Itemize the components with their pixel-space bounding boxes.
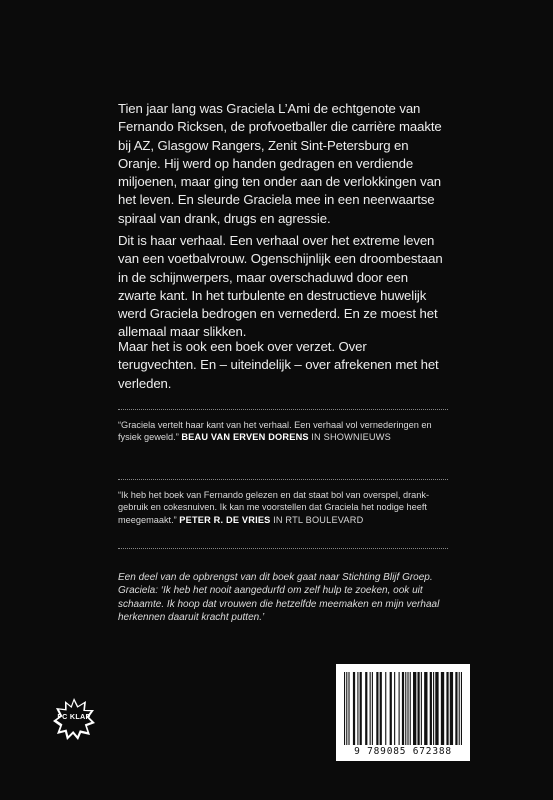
barcode-bar [417, 672, 419, 745]
barcode-bar [365, 672, 367, 745]
barcode-bar [344, 672, 345, 745]
barcode-bar [430, 672, 432, 745]
barcode-bar [421, 672, 422, 745]
barcode-bar [433, 672, 434, 745]
charity-note: Een deel van de opbrengst van dit boek gaat naar Stichting Blijf Groep. Graciela: ‘Ik heb het nooit aangedurfd om zelf hulp te zoeken, ook uit schaamte. Ik hoop dat vrouwen die hetzelfde meemaken en mijn verhaal herkennen daaruit kracht putten.’ [118, 572, 440, 624]
dotted-divider [118, 479, 448, 480]
quote-source: IN RTL BOULEVARD [273, 514, 364, 525]
isbn-number: 9 789085 672388 [354, 746, 452, 757]
barcode-bar [441, 672, 444, 745]
barcode-bar [435, 672, 438, 745]
barcode-bar [424, 672, 427, 745]
barcode-bar [394, 672, 395, 745]
barcode-bar [372, 672, 373, 745]
isbn-barcode [336, 664, 470, 761]
blurb-paragraph-1: Tien jaar lang was Graciela L’Ami de echtgenote van Fernando Ricksen, de profvoetballer die carrière maakte bij AZ, Glasgow Rangers, Zenit Sint-Petersburg en Oranje. Hij werd op handen gedragen en verdiende miljoenen, maar ging ten onder aan de verlokkingen van het leven. En sleurde Graciela mee in een neerwaartse spiraal van drank, drugs en agressie. [118, 101, 442, 226]
barcode-bar [459, 672, 460, 745]
barcode-bar [380, 672, 382, 745]
publisher-name: FC KLAP [57, 712, 91, 721]
quote-author: BEAU VAN ERVEN DORENS [181, 432, 309, 443]
review-quote-1 [118, 419, 453, 444]
review-quote-2 [118, 489, 453, 526]
barcode-bar [346, 672, 347, 745]
barcode-bar [461, 672, 462, 745]
quote-text: “Graciela vertelt haar kant van het verhaal. Een verhaal vol vernederingen en fysiek geweld.” [118, 420, 432, 443]
barcode-bar [360, 672, 362, 745]
barcode-bar [348, 672, 349, 745]
barcode-bar [357, 672, 358, 745]
barcode-bar [390, 672, 392, 745]
barcode-bar [376, 672, 378, 745]
barcode-bar [455, 672, 457, 745]
barcode-bar [399, 672, 400, 745]
barcode-bars [342, 672, 464, 745]
barcode-bar [405, 672, 406, 745]
blurb-paragraph-3: Maar het is ook een boek over verzet. Over terugvechten. En – uiteindelijk – over afrekenen met het verleden. [118, 339, 439, 391]
barcode-bar [407, 672, 408, 745]
barcode-bar [446, 672, 448, 745]
quote-text: “Ik heb het boek van Fernando gelezen en dat staat bol van overspel, drank-gebruik en cokesnuiven. Ik kan me voorstellen dat Graciela het nodige heeft meegemaakt.” [118, 490, 430, 525]
barcode-bar [450, 672, 453, 745]
quote-source: IN SHOWNIEUWS [311, 432, 391, 443]
barcode-bar [353, 672, 355, 745]
barcode-bar [402, 672, 404, 745]
barcode-bar [413, 672, 416, 745]
barcode-bar [410, 672, 411, 745]
barcode-bar [385, 672, 386, 745]
barcode-bar [370, 672, 371, 745]
dotted-divider [118, 409, 448, 410]
blurb-paragraph-2: Dit is haar verhaal. Een verhaal over het extreme leven van een voetbalvrouw. Ogenschijnlijk een droombestaan in de schijnwerpers, maar overschaduwd door een zwarte kant. In het turbulente en destructieve huwelijk werd Graciela bedrogen en vernederd. En ze moest het allemaal maar slikken. [118, 233, 443, 340]
dotted-divider [118, 548, 448, 549]
quote-author: PETER R. DE VRIES [179, 514, 271, 525]
publisher-logo [52, 697, 96, 741]
